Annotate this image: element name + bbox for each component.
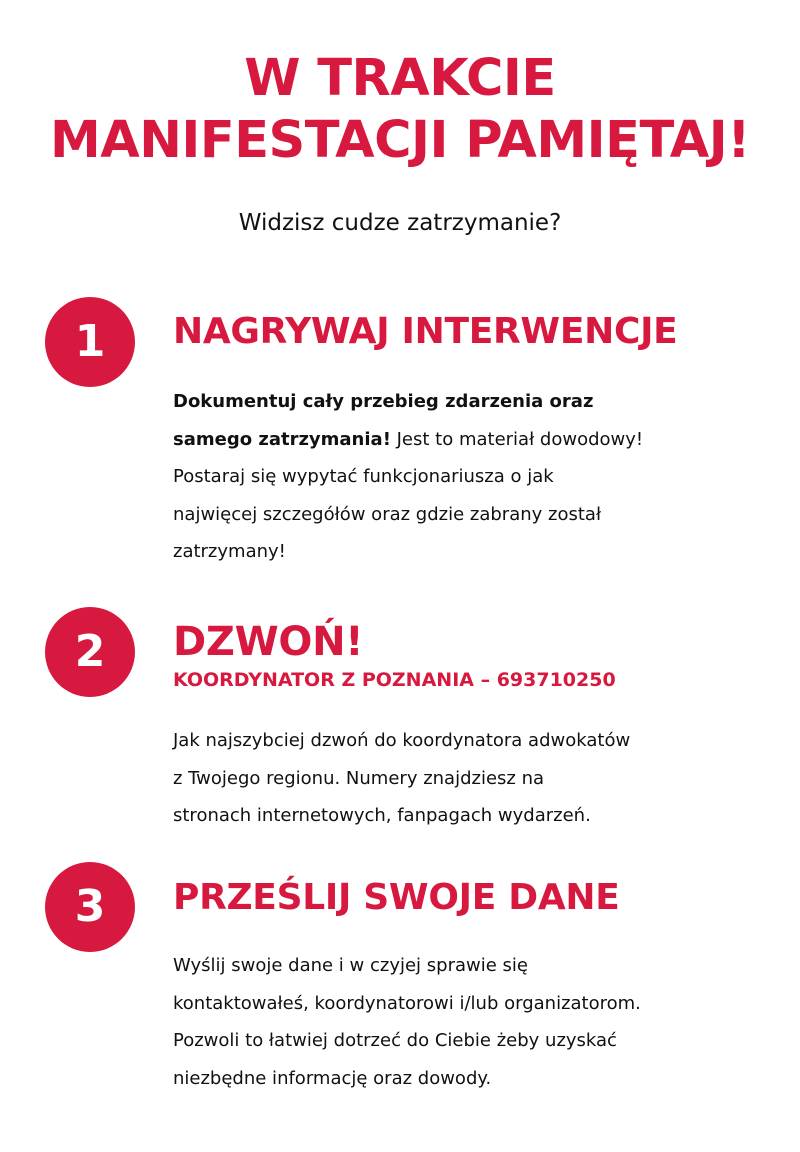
step-2-number-badge: 2 (45, 607, 135, 697)
step-3-body-line: Pozwoli to łatwiej dotrzeć do Ciebie żeby uzyskać (173, 1030, 617, 1051)
step-1-body-line: samego zatrzymania! Jest to materiał dowodowy! (173, 428, 644, 450)
step-1-body-line: Postaraj się wypytać funkcjonariusza o jak (173, 466, 554, 487)
step-3-body-line: kontaktowałeś, koordynatorowi i/lub organizatorom. (173, 992, 641, 1014)
step-2-body-line: z Twojego regionu. Numery znajdziesz na (173, 767, 545, 789)
step-3-heading: PRZEŚLIJ SWOJE DANE (173, 877, 620, 918)
step-2-body-line: stronach internetowych, fanpagach wydarzeń. (173, 805, 591, 826)
step-1-number-badge: 1 (45, 297, 135, 387)
subtitle: Widzisz cudze zatrzymanie? (238, 210, 562, 236)
step-1-heading: NAGRYWAJ INTERWENCJE (173, 311, 678, 352)
step-2-heading: DZWOŃ! (173, 619, 364, 665)
step-2-coordinator-phone: KOORDYNATOR Z POZNANIA – 693710250 (173, 669, 616, 691)
page-title-line-1: W TRAKCIE (244, 49, 556, 108)
step-1-body (173, 383, 773, 571)
step-3-number-badge: 3 (45, 862, 135, 952)
step-2-body-line: Jak najszybciej dzwoń do koordynatora adwokatów (173, 730, 631, 751)
page-title-line-2: MANIFESTACJI PAMIĘTAJ! (50, 111, 750, 170)
step-3-body-line: niezbędne informację oraz dowody. (173, 1067, 492, 1089)
step-3-body-line: Wyślij swoje dane i w czyjej sprawie się (173, 955, 528, 976)
step-2-body (173, 722, 773, 835)
step-3-body (173, 947, 773, 1097)
step-1-body-line: zatrzymany! (173, 541, 286, 562)
step-1-body-line: najwięcej szczegółów oraz gdzie zabrany został (173, 503, 602, 525)
step-1-body-line: Dokumentuj cały przebieg zdarzenia oraz (173, 391, 594, 412)
